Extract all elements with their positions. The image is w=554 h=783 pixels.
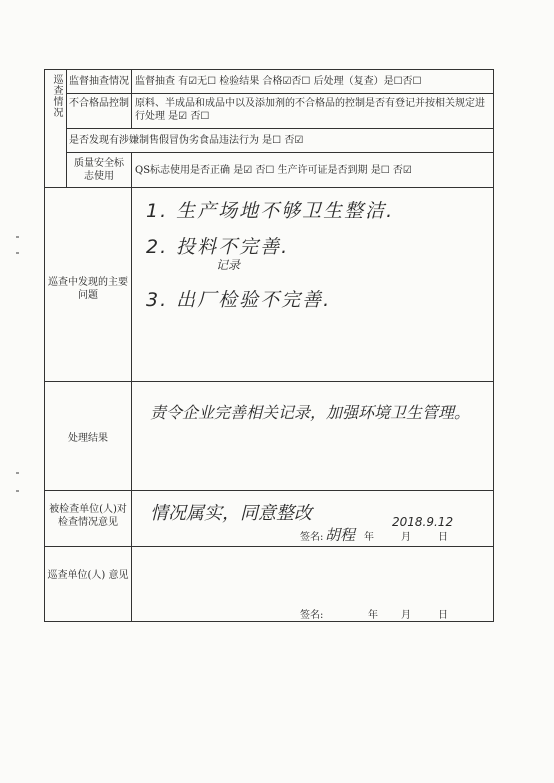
day-label: 日: [438, 532, 448, 543]
row-divider: [44, 490, 494, 491]
table-border-top: [44, 69, 494, 70]
result-label: 处理结果: [68, 433, 108, 444]
section-label: 巡查情况: [51, 74, 62, 118]
problems-label: 巡查中发现的主要问题: [48, 277, 128, 301]
month-label: 月: [401, 610, 411, 621]
year-label: 年: [368, 610, 378, 621]
inspected-opinion-label: 被检查单位(人)对检查情况意见: [49, 504, 127, 528]
binding-mark: [16, 252, 19, 254]
problem-item-1: 1. 生产场地不够卫生整洁.: [146, 200, 395, 222]
inspected-opinion-date-handwritten: 2018.9.12: [392, 515, 454, 529]
row-divider: [44, 381, 494, 382]
month-label: 月: [401, 532, 411, 543]
nonconforming-label: 不合格品控制: [69, 98, 129, 109]
binding-mark: [16, 236, 19, 238]
column-divider: [131, 152, 132, 622]
row-divider: [66, 128, 494, 129]
qs-mark-content: QS标志使用是否正确 是☑ 否☐ 生产许可证是否到期 是☐ 否☑: [135, 165, 412, 176]
fraud-content: 是否发现有涉嫌制售假冒伪劣食品违法行为 是☐ 否☑: [69, 135, 304, 146]
problem-insert-note: 记录: [216, 258, 241, 272]
problem-item-2: 2. 投料不完善.: [146, 236, 290, 258]
table-border-bottom: [44, 621, 494, 622]
nonconforming-content: 原料、半成品和成品中以及添加剂的不合格品的控制是否有登记并按相关规定进行处理 是☑ 否☐: [135, 98, 485, 122]
supervision-content: 监督抽查 有☑无☐ 检验结果 合格☑否☐ 后处理（复查）是☐否☐: [135, 76, 422, 87]
qs-mark-label: 质量安全标志使用: [74, 158, 124, 182]
table-border-right: [493, 69, 494, 622]
row-divider: [44, 546, 494, 547]
column-divider: [66, 69, 67, 188]
result-text: 责令企业完善相关记录，加强环境卫生管理。: [150, 403, 471, 422]
inspected-sign-label: 签名:: [300, 532, 324, 543]
column-divider: [131, 69, 132, 128]
binding-mark: [16, 490, 19, 492]
supervision-label: 监督抽查情况: [69, 76, 129, 87]
inspector-opinion-label: 巡查单位(人) 意见: [47, 570, 129, 581]
problem-item-3: 3. 出厂检验不完善.: [146, 289, 332, 311]
day-label: 日: [438, 610, 448, 621]
row-divider: [44, 187, 494, 188]
table-border-left: [44, 69, 45, 622]
binding-mark: [16, 472, 19, 474]
year-label: 年: [364, 532, 374, 543]
inspected-opinion-text: 情况属实，同意整改: [150, 503, 312, 524]
inspector-sign-label: 签名:: [300, 610, 324, 621]
inspected-signature: 胡程: [325, 526, 356, 544]
